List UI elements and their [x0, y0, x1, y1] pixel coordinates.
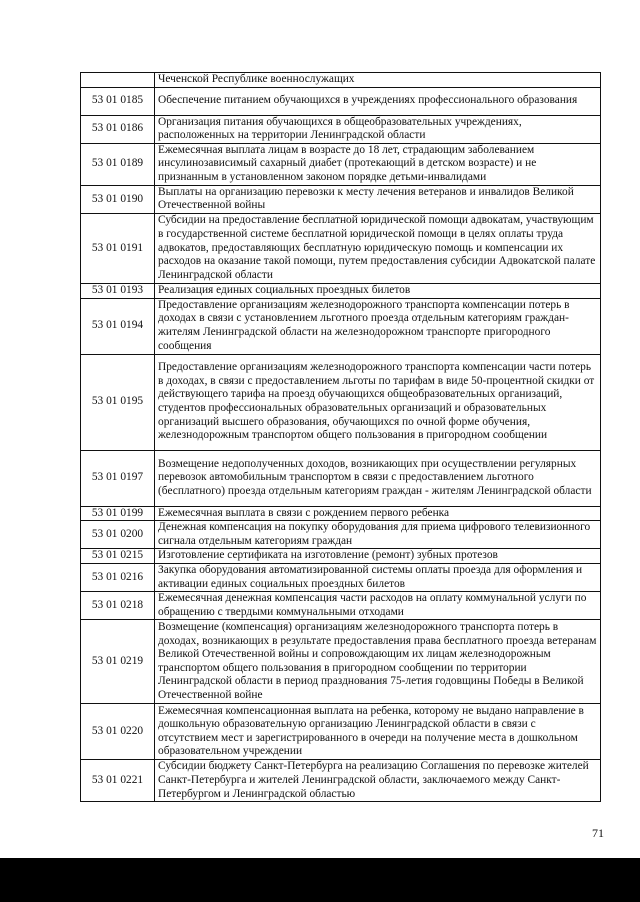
row-code: 53 01 0216: [81, 563, 155, 591]
row-code: 53 01 0189: [81, 143, 155, 185]
table-row: [81, 354, 601, 450]
row-description: Организация питания обучающихся в общеобразовательных учреждениях, расположенных на территории Ленинградской области: [155, 115, 601, 143]
row-code: 53 01 0195: [81, 354, 155, 450]
row-code: 53 01 0199: [81, 506, 155, 521]
codes-table: [80, 72, 601, 802]
row-code: 53 01 0219: [81, 620, 155, 704]
table-row: [81, 592, 601, 620]
row-description: Ежемесячная выплата в связи с рождением первого ребенка: [155, 506, 601, 521]
table-row: [81, 620, 601, 704]
table-row: [81, 760, 601, 802]
table-row: [81, 298, 601, 354]
table-row: [81, 73, 601, 88]
row-code: 53 01 0193: [81, 283, 155, 298]
table-row: [81, 450, 601, 506]
row-code: 53 01 0185: [81, 87, 155, 115]
row-description: Субсидии на предоставление бесплатной юридической помощи адвокатам, участвующим в государственной системе бесплатной юридической помощи в целях оплаты труда адвокатов, предоставляющих бесплатную юридическую помощь и компенсации их расходов на оказание такой помощи, путем предоставления субсидии Адвокатской палате Ленинградской области: [155, 213, 601, 283]
row-description: Возмещение (компенсация) организациям железнодорожного транспорта потерь в доходах, возникающих в результате предоставления права бесплатного проезда ветеранам Великой Отечественной войны и сопровождающим их лицам железнодорожным транспортом общего пользования в пригородном сообщении по территории Ленинградской области в период празднования 75-летия годовщины Победы в Великой Отечественной войне: [155, 620, 601, 704]
row-description: Возмещение недополученных доходов, возникающих при осуществлении регулярных перевозок автомобильным транспортом в связи с предоставлением льготного (бесплатного) проезда отдельным категориям граждан - жителям Ленинградской области: [155, 450, 601, 506]
row-code: 53 01 0218: [81, 592, 155, 620]
codes-table-container: [80, 72, 600, 802]
table-row: [81, 563, 601, 591]
table-row: [81, 87, 601, 115]
scan-border-bottom: [0, 858, 640, 902]
row-description: Закупка оборудования автоматизированной системы оплаты проезда для оформления и активации единых социальных проездных билетов: [155, 563, 601, 591]
table-row: [81, 521, 601, 549]
row-code: 53 01 0197: [81, 450, 155, 506]
row-code: 53 01 0190: [81, 185, 155, 213]
row-description: Ежемесячная компенсационная выплата на ребенка, которому не выдано направление в дошкольную образовательную организацию Ленинградской области в связи с отсутствием мест и зарегистрированного в очереди на получение места в дошкольном образовательном учреждении: [155, 704, 601, 760]
row-description: Обеспечение питанием обучающихся в учреждениях профессионального образования: [155, 87, 601, 115]
codes-table-body: [81, 73, 601, 802]
table-row: [81, 213, 601, 283]
row-code: 53 01 0200: [81, 521, 155, 549]
table-row: [81, 283, 601, 298]
table-row: [81, 185, 601, 213]
table-row: [81, 143, 601, 185]
row-description: Предоставление организациям железнодорожного транспорта компенсации части потерь в доходах, в связи с предоставлением льготы по тарифам в виде 50-процентной скидки от действующего тарифа на проезд обучающихся общеобразовательных организаций, студентов профессиональных образовательных организаций и образовательных организаций высшего образования, обучающихся по очной форме обучения, железнодорожным транспортом общего пользования в пригородном сообщении: [155, 354, 601, 450]
row-description: Изготовление сертификата на изготовление (ремонт) зубных протезов: [155, 549, 601, 564]
row-description: Реализация единых социальных проездных билетов: [155, 283, 601, 298]
page-number: 71: [592, 826, 604, 840]
row-code: 53 01 0186: [81, 115, 155, 143]
row-description: Чеченской Республике военнослужащих: [155, 73, 601, 88]
row-description: Денежная компенсация на покупку оборудования для приема цифрового телевизионного сигнала отдельным категориям граждан: [155, 521, 601, 549]
row-code: 53 01 0220: [81, 704, 155, 760]
row-code: 53 01 0191: [81, 213, 155, 283]
row-description: Предоставление организациям железнодорожного транспорта компенсации потерь в доходах в связи с установлением льготного проезда отдельным категориям граждан-жителям Ленинградской области на железнодорожном транспорте пригородного сообщения: [155, 298, 601, 354]
table-row: [81, 549, 601, 564]
table-row: [81, 115, 601, 143]
row-description: Ежемесячная выплата лицам в возрасте до 18 лет, страдающим заболеванием инсулинозависимый сахарный диабет (протекающий в детском возрасте) и не признанным в установленном законом порядке детьми-инвалидами: [155, 143, 601, 185]
row-code: 53 01 0215: [81, 549, 155, 564]
row-code: 53 01 0194: [81, 298, 155, 354]
row-description: Субсидии бюджету Санкт-Петербурга на реализацию Соглашения по перевозке жителей Санкт-Петербурга и жителей Ленинградской области, заключаемого между Санкт-Петербургом и Ленинградской областью: [155, 760, 601, 802]
row-code: 53 01 0221: [81, 760, 155, 802]
table-row: [81, 506, 601, 521]
row-description: Ежемесячная денежная компенсация части расходов на оплату коммунальной услуги по обращению с твердыми коммунальными отходами: [155, 592, 601, 620]
table-row: [81, 704, 601, 760]
row-description: Выплаты на организацию перевозки к месту лечения ветеранов и инвалидов Великой Отечественной войны: [155, 185, 601, 213]
row-code: [81, 73, 155, 88]
